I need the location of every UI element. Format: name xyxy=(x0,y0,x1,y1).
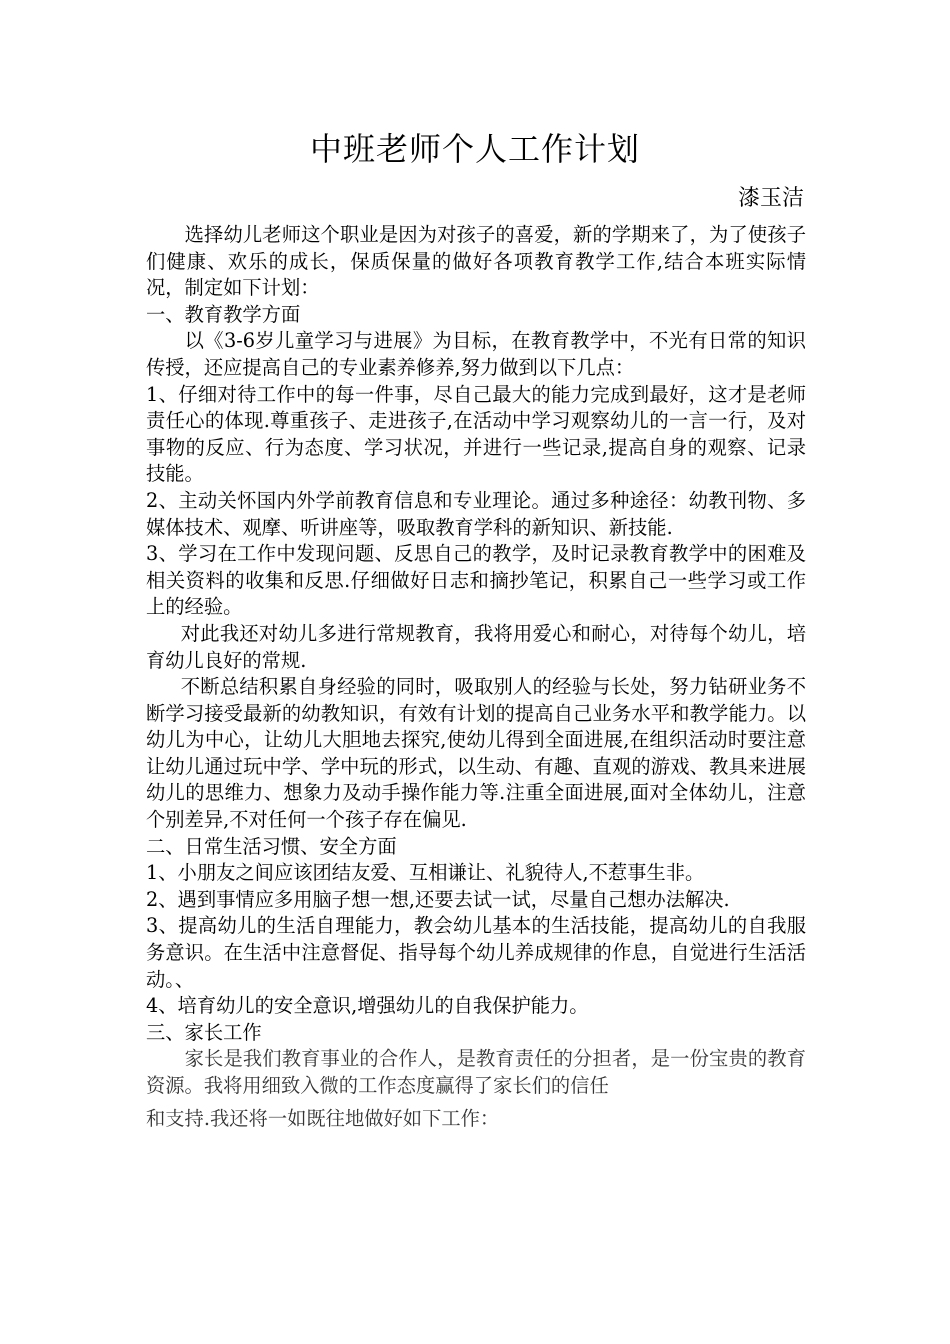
list-item: 2、遇到事情应多用脑子想一想,还要去试一试，尽量自己想办法解决. xyxy=(146,887,730,911)
paragraph: 不断总结积累自身经验的同时，吸取别人的经验与长处，努力钻研业务不断学习接受最新的幼教知识，有效有计划的提高自己业务水平和教学能力。以幼儿为中心，让幼儿大胆地去探究,使幼儿得到全面进展,在组织活动时要注意让幼儿通过玩中学、学中玩的形式，以生动、有趣、直观的游戏、教具来进展幼儿的思维力、想象力及动手操作能力等.注重全面进展,面对全体幼儿，注意个别差异,不对任何一个孩子存在偏见. xyxy=(146,675,806,832)
intro-paragraph: 选择幼儿老师这个职业是因为对孩子的喜爱，新的学期来了，为了使孩子们健康、欢乐的成长，保质保量的做好各项教育教学工作,结合本班实际情况，制定如下计划： xyxy=(146,223,806,300)
list-item: 3、提高幼儿的生活自理能力，教会幼儿基本的生活技能，提高幼儿的自我服务意识。在生活中注意督促、指导每个幼儿养成规律的作息，自觉进行生活活动。、 xyxy=(146,914,806,991)
section-heading-parents: 三、家长工作 xyxy=(146,1020,262,1044)
section-heading-daily-life: 二、日常生活习惯、安全方面 xyxy=(146,834,397,858)
paragraph: 对此我还对幼儿多进行常规教育，我将用爱心和耐心，对待每个幼儿，培育幼儿良好的常规. xyxy=(146,621,806,672)
document-title: 中班老师个人工作计划 xyxy=(309,130,640,168)
list-item: 4、培育幼儿的安全意识,增强幼儿的自我保护能力。 xyxy=(146,994,589,1018)
list-item: 2、主动关怀国内外学前教育信息和专业理论。通过多种途径：幼教刊物、多媒体技术、观摩、听讲座等，吸取教育学科的新知识、新技能. xyxy=(146,488,806,539)
document-body xyxy=(146,222,806,1136)
paragraph: 家长是我们教育事业的合作人，是教育责任的分担者，是一份宝贵的教育资源。我将用细致入微的工作态度赢得了家长们的信任 xyxy=(146,1047,806,1097)
list-item: 1、仔细对待工作中的每一件事，尽自己最大的能力完成到最好，这才是老师责任心的体现.尊重孩子、走进孩子,在活动中学习观察幼儿的一言一行，及对事物的反应、行为态度、学习状况，并进行一些记录,提高自身的观察、记录技能。 xyxy=(146,382,806,486)
document-author: 漆玉洁 xyxy=(737,186,804,211)
list-item: 1、小朋友之间应该团结友爱、互相谦让、礼貌待人,不惹事生非。 xyxy=(146,861,705,885)
paragraph-continuation: 和支持.我还将一如既往地做好如下工作： xyxy=(146,1106,500,1130)
list-item: 3、学习在工作中发现问题、反思自己的教学，及时记录教育教学中的困难及相关资料的收集和反思.仔细做好日志和摘抄笔记，积累自己一些学习或工作上的经验。 xyxy=(146,542,806,619)
section-heading-teaching: 一、教育教学方面 xyxy=(146,302,301,326)
paragraph: 以《3-6岁儿童学习与进展》为目标，在教育教学中，不光有日常的知识传授，还应提高自己的专业素养修养,努力做到以下几点： xyxy=(146,329,806,379)
